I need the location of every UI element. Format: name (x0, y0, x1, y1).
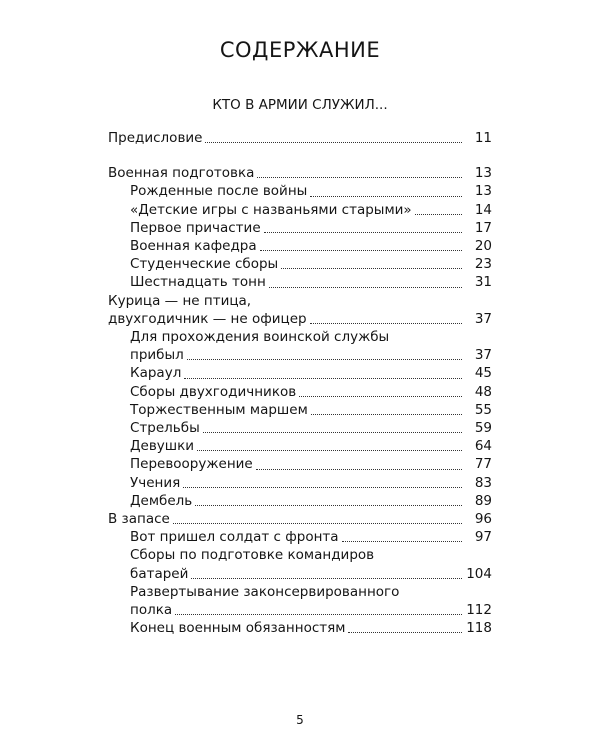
toc-entry-label: Стрельбы (130, 420, 200, 437)
toc-entry-label: Рожденные после войны (130, 183, 308, 200)
dot-leader (197, 450, 462, 451)
toc-entry-page: 11 (474, 130, 492, 146)
toc-entry-page: 13 (474, 183, 492, 200)
toc-entry-label: Конец военным обязанностям (130, 620, 346, 637)
section-heading: КТО В АРМИИ СЛУЖИЛ... (212, 97, 388, 113)
toc-entry-page: 45 (474, 365, 492, 382)
toc-entry[interactable] (108, 182, 492, 200)
dot-leader (264, 232, 462, 233)
toc-entry-page: 89 (474, 492, 492, 509)
dot-leader (205, 142, 462, 143)
dot-leader (173, 523, 462, 524)
dot-leader (311, 414, 462, 415)
toc-entry[interactable] (108, 419, 492, 437)
toc-entry-page: 37 (474, 310, 492, 327)
toc-entry-page: 31 (474, 274, 492, 291)
table-of-contents (108, 129, 492, 637)
dot-leader (260, 250, 462, 251)
toc-entry-page: 83 (474, 474, 492, 491)
toc-entry-page: 118 (466, 620, 492, 637)
toc-entry-label: «Детские игры с названьями старыми» (130, 201, 412, 218)
toc-entry-page: 48 (474, 383, 492, 400)
toc-entry-label-line1: Развертывание законсервированного (130, 583, 400, 600)
dot-leader (281, 268, 462, 269)
toc-entry-label: двухгодичник — не офицер (108, 310, 307, 327)
toc-entry-label: Караул (130, 365, 182, 382)
dot-leader (269, 287, 462, 288)
toc-entry[interactable] (108, 273, 492, 291)
dot-leader (203, 432, 462, 433)
toc-entry[interactable] (108, 455, 492, 473)
toc-entry-label: Студенческие сборы (130, 256, 279, 273)
toc-entry[interactable] (108, 492, 492, 510)
page-title: СОДЕРЖАНИЕ (219, 38, 381, 62)
dot-leader (348, 632, 462, 633)
toc-entry-label: Перевооружение (130, 456, 253, 473)
toc-entry-label-line1: Курица — не птица, (108, 292, 252, 309)
toc-entry[interactable] (108, 437, 492, 455)
dot-leader (195, 505, 462, 506)
toc-entry[interactable] (108, 401, 492, 419)
dot-leader (310, 196, 462, 197)
toc-entry-page: 13 (474, 165, 492, 182)
toc-entry[interactable] (108, 619, 492, 637)
toc-entry-label: батарей (130, 565, 189, 582)
toc-entry-label: Учения (130, 474, 181, 491)
toc-entry-page: 17 (474, 219, 492, 236)
toc-entry-label: В запасе (108, 511, 170, 528)
toc-entry-page: 20 (474, 238, 492, 255)
dot-leader (257, 177, 462, 178)
toc-entry-label: Сборы двухгодичников (130, 383, 297, 400)
page-number: 5 (296, 713, 304, 727)
toc-entry[interactable] (108, 237, 492, 255)
toc-entry[interactable] (108, 346, 492, 364)
dot-leader (175, 614, 462, 615)
dot-leader (184, 378, 462, 379)
toc-entry[interactable] (108, 474, 492, 492)
toc-entry-page: 112 (466, 602, 492, 619)
dot-leader (187, 359, 462, 360)
toc-entry[interactable] (108, 601, 492, 619)
dot-leader (415, 214, 462, 215)
toc-entry[interactable] (108, 255, 492, 273)
toc-entry-label-line1: Сборы по подготовке командиров (130, 547, 375, 564)
toc-entry-page: 64 (474, 438, 492, 455)
toc-entry[interactable] (108, 219, 492, 237)
toc-entry[interactable] (108, 129, 492, 147)
toc-entry-label: Военная кафедра (130, 238, 257, 255)
toc-entry-label: прибыл (130, 347, 184, 364)
toc-entry-page: 96 (474, 511, 492, 528)
toc-entry[interactable] (108, 201, 492, 219)
toc-entry[interactable] (108, 565, 492, 583)
toc-entry-page: 97 (474, 529, 492, 546)
toc-entry-label: Девушки (130, 438, 195, 455)
dot-leader (191, 578, 462, 579)
toc-entry-page: 37 (474, 347, 492, 364)
toc-entry-page: 104 (466, 565, 492, 582)
toc-entry-label: Шестнадцать тонн (130, 274, 266, 291)
dot-leader (256, 469, 462, 470)
toc-entry-page: 14 (474, 201, 492, 218)
toc-entry[interactable] (108, 310, 492, 328)
dot-leader (183, 487, 462, 488)
dot-leader (310, 323, 462, 324)
toc-entry[interactable] (108, 364, 492, 382)
toc-entry-label: Вот пришел солдат с фронта (130, 529, 339, 546)
toc-entry-label: Дембель (130, 492, 193, 509)
toc-entry-page: 55 (474, 401, 492, 418)
toc-entry-label: Военная подготовка (108, 165, 255, 182)
toc-entry-label: полка (130, 602, 173, 619)
toc-entry-label: Торжественным маршем (130, 401, 308, 418)
toc-entry-page: 23 (474, 256, 492, 273)
toc-entry-label: Первое причастие (130, 219, 261, 236)
toc-entry-label-line1: Для прохождения воинской службы (130, 329, 390, 346)
toc-entry-page: 77 (474, 456, 492, 473)
toc-entry-page: 59 (474, 420, 492, 437)
dot-leader (342, 541, 462, 542)
toc-entry[interactable] (108, 164, 492, 182)
dot-leader (299, 396, 462, 397)
toc-entry[interactable] (108, 383, 492, 401)
toc-entry-label: Предисловие (108, 130, 203, 146)
toc-entry[interactable] (108, 528, 492, 546)
toc-entry[interactable] (108, 510, 492, 528)
